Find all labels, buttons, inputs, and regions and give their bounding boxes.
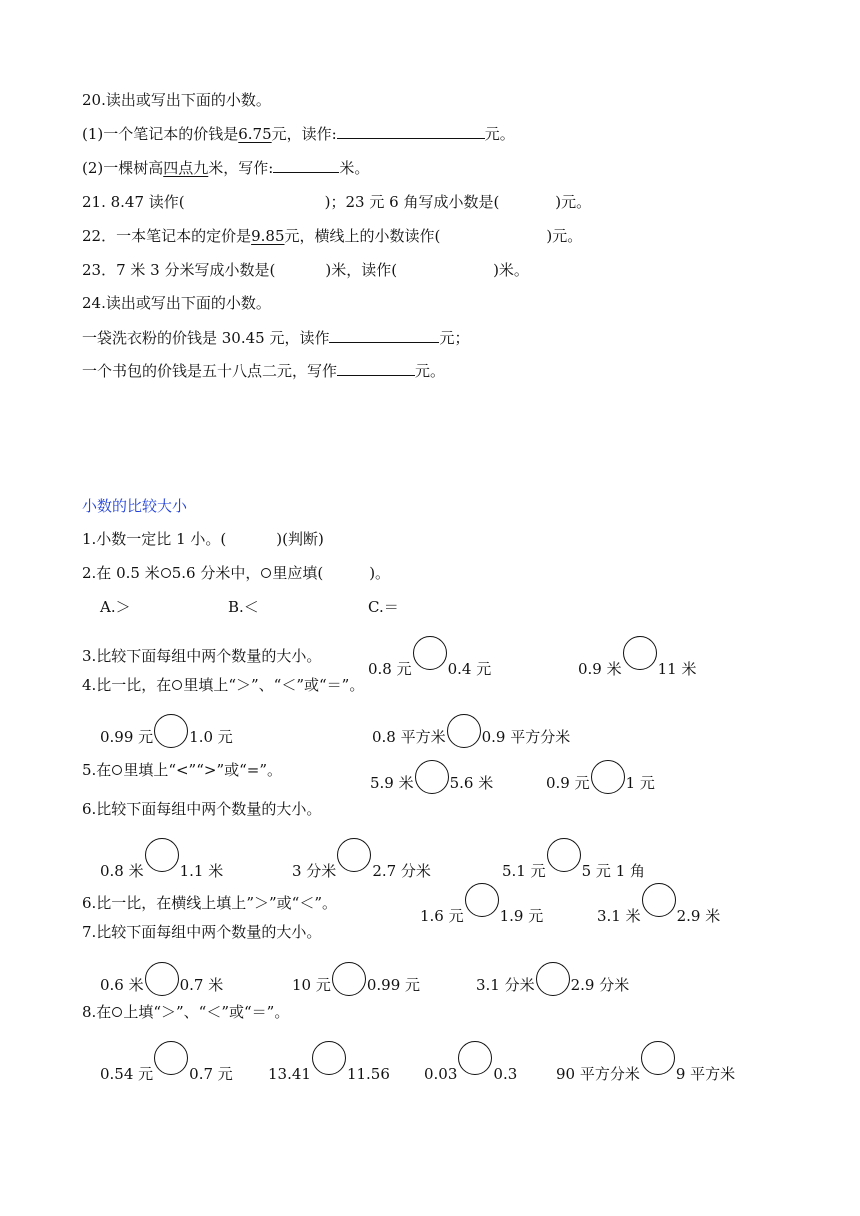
q5-group2: 0.9 元 1 元: [546, 760, 655, 780]
q6a-group3: 5.1 元 5 元 1 角: [502, 848, 645, 868]
answer-circle[interactable]: [458, 1041, 492, 1075]
answer-circle[interactable]: [623, 636, 657, 670]
q24-line1: 一袋洗衣粉的价钱是 30.45 元，读作 元；: [82, 329, 470, 347]
q8-group3: 0.03 0.3: [424, 1051, 517, 1071]
answer-circle[interactable]: [337, 838, 371, 872]
answer-circle[interactable]: [641, 1041, 675, 1075]
answer-circle[interactable]: [312, 1041, 346, 1075]
compare-q8: 8.在 上填“＞”、“＜”或“＝”。: [82, 1003, 290, 1021]
answer-circle[interactable]: [642, 883, 676, 917]
q3-group2: 0.9 米 11 米: [578, 646, 696, 666]
compare-q4: 4.比一比，在 里填上“＞”、“＜”或“＝”。: [82, 676, 365, 694]
compare-q6b: 6.比一比，在横线上填上”＞”或“＜”。: [82, 894, 337, 912]
section-heading: 小数的比较大小: [82, 497, 188, 515]
q22: 22．一本笔记本的定价是9.85元，横线上的小数读作( )元。: [82, 227, 583, 245]
answer-circle[interactable]: [447, 714, 481, 748]
q21: 21. 8.47 读作( )；23 元 6 角写成小数是( )元。: [82, 193, 592, 211]
q2-option-b[interactable]: B.＜: [228, 598, 259, 616]
q7-group3: 3.1 分米 2.9 分米: [476, 962, 629, 982]
compare-q5: 5.在 里填上“<”“>”或“=”。: [82, 761, 283, 779]
q2-option-c[interactable]: C.＝: [368, 598, 399, 616]
small-circle-icon: [161, 568, 171, 578]
small-circle-icon: [172, 680, 182, 690]
q8-group1: 0.54 元 0.7 元: [100, 1051, 233, 1071]
small-circle-icon: [112, 1007, 122, 1017]
q6a-group2: 3 分米 2.7 分米: [292, 848, 431, 868]
answer-circle[interactable]: [591, 760, 625, 794]
answer-blank[interactable]: [337, 361, 415, 376]
q24-line2: 一个书包的价钱是五十八点二元，写作 元。: [82, 362, 446, 380]
q20-title: 20.读出或写出下面的小数。: [82, 91, 271, 109]
q24-title: 24.读出或写出下面的小数。: [82, 294, 271, 312]
answer-blank[interactable]: [329, 328, 439, 343]
answer-circle[interactable]: [415, 760, 449, 794]
answer-circle[interactable]: [154, 714, 188, 748]
small-circle-icon: [261, 568, 271, 578]
q6a-group1: 0.8 米 1.1 米: [100, 848, 223, 868]
answer-circle[interactable]: [145, 838, 179, 872]
answer-blank[interactable]: [337, 124, 485, 139]
q8-group4: 90 平方分米 9 平方米: [556, 1051, 735, 1071]
q5-group1: 5.9 米 5.6 米: [370, 760, 493, 780]
answer-circle[interactable]: [465, 883, 499, 917]
q23: 23．7 米 3 分米写成小数是( )米，读作( )米。: [82, 261, 529, 279]
q6b-group2: 3.1 米 2.9 米: [597, 893, 720, 913]
q3-group1: 0.8 元 0.4 元: [368, 646, 491, 666]
answer-blank[interactable]: [273, 158, 339, 173]
q2-option-a[interactable]: A.＞: [100, 598, 131, 616]
q20-part1: (1)一个笔记本的价钱是6.75元，读作: 元。: [82, 125, 515, 143]
q7-group2: 10 元 0.99 元: [292, 962, 420, 982]
answer-circle[interactable]: [547, 838, 581, 872]
compare-q6a: 6.比较下面每组中两个数量的大小。: [82, 800, 322, 818]
q7-group1: 0.6 米 0.7 米: [100, 962, 223, 982]
compare-q2: 2.在 0.5 米 5.6 分米中， 里应填( )。: [82, 564, 391, 582]
answer-circle[interactable]: [536, 962, 570, 996]
answer-circle[interactable]: [413, 636, 447, 670]
compare-q1: 1.小数一定比 1 小。( )(判断): [82, 530, 324, 548]
answer-circle[interactable]: [332, 962, 366, 996]
q8-group2: 13.41 11.56: [268, 1051, 390, 1071]
answer-circle[interactable]: [154, 1041, 188, 1075]
compare-q7: 7.比较下面每组中两个数量的大小。: [82, 923, 322, 941]
small-circle-icon: [112, 765, 122, 775]
q4-group1: 0.99 元 1.0 元: [100, 714, 233, 734]
answer-circle[interactable]: [145, 962, 179, 996]
q6b-group1: 1.6 元 1.9 元: [420, 893, 543, 913]
q4-group2: 0.8 平方米 0.9 平方分米: [372, 714, 570, 734]
compare-q3: 3.比较下面每组中两个数量的大小。: [82, 647, 322, 665]
q20-part2: (2)一棵树高四点九米，写作: 米。: [82, 159, 370, 177]
